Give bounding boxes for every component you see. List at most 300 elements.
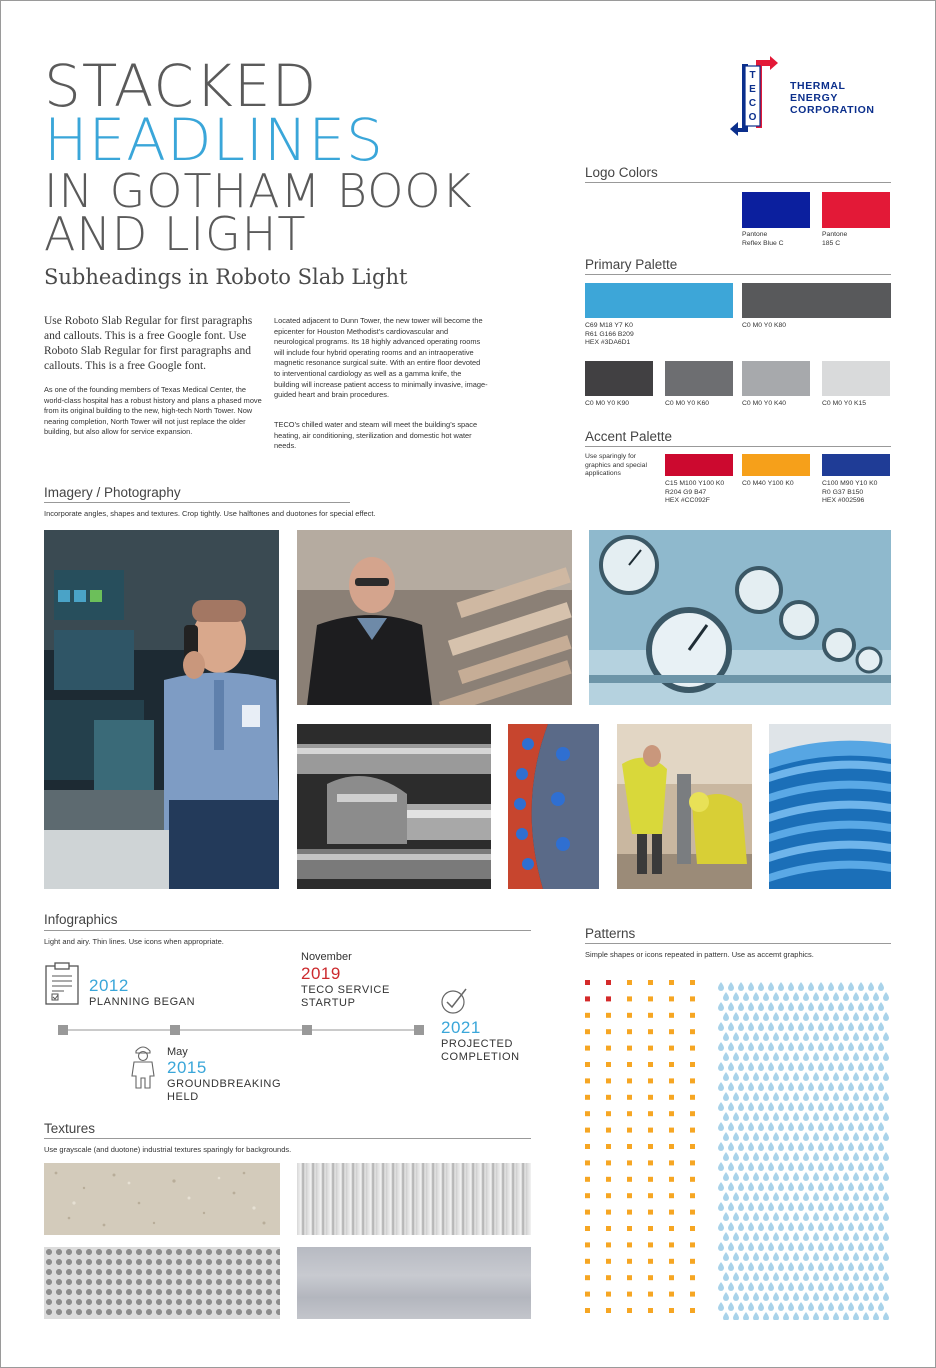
pattern-drop: [783, 1052, 789, 1061]
pattern-drop: [773, 1032, 779, 1041]
pattern-drop: [788, 1002, 794, 1011]
pattern-drop: [863, 1292, 869, 1301]
pattern-drop: [843, 1092, 849, 1101]
pattern-square: [690, 1013, 695, 1018]
pattern-drop: [868, 1242, 874, 1251]
pattern-drop: [773, 1232, 779, 1241]
pattern-drop: [768, 1302, 774, 1311]
pattern-drop: [793, 1092, 799, 1101]
pattern-drop: [823, 1072, 829, 1081]
pattern-drop: [743, 1132, 749, 1141]
pattern-square: [669, 1128, 674, 1133]
pattern-drop: [838, 1002, 844, 1011]
swatch-label: R204 G9 B47: [665, 488, 707, 496]
pattern-drop: [768, 1282, 774, 1291]
teco-logo: [728, 56, 898, 138]
pattern-drop: [883, 1252, 889, 1261]
pattern-drop: [743, 1192, 749, 1201]
pattern-drop: [723, 992, 729, 1001]
pattern-drop: [863, 1152, 869, 1161]
pattern-drop: [868, 1302, 874, 1311]
pattern-drop: [773, 1092, 779, 1101]
pattern-drop: [778, 1102, 784, 1111]
pattern-drop: [863, 1032, 869, 1041]
pattern-square: [690, 1078, 695, 1083]
pattern-drop: [828, 1222, 834, 1231]
pattern-square: [585, 1308, 590, 1313]
milestone-2015-month: May: [167, 1046, 188, 1058]
swatch-label: C0 M0 Y0 K60: [665, 400, 710, 407]
photo-flange-bolts: [508, 724, 599, 889]
pattern-drop: [798, 1282, 804, 1291]
pattern-square: [669, 1292, 674, 1297]
pattern-drop: [848, 1242, 854, 1251]
pattern-drop: [803, 1252, 809, 1261]
pattern-square: [669, 1095, 674, 1100]
pattern-drop: [873, 1192, 879, 1201]
pattern-drop: [828, 1022, 834, 1031]
pattern-drop: [798, 1122, 804, 1131]
milestone-2021-year: 2021: [441, 1018, 481, 1037]
pattern-drop: [868, 1262, 874, 1271]
pattern-drop: [758, 1242, 764, 1251]
pattern-square: [627, 1308, 632, 1313]
pattern-square: [648, 1111, 653, 1116]
pattern-square: [606, 1177, 611, 1182]
swatch-label: HEX #002596: [822, 497, 865, 505]
pattern-drop: [838, 1182, 844, 1191]
pattern-drop: [833, 992, 839, 1001]
pattern-drop: [768, 1062, 774, 1071]
pattern-drop: [868, 982, 874, 991]
imagery-title: Imagery / Photography: [44, 485, 181, 500]
pattern-drop: [743, 1172, 749, 1181]
pattern-drop: [728, 982, 734, 991]
accent-note: Use sparingly for graphics and special applications: [585, 453, 647, 478]
pattern-drop: [808, 1122, 814, 1131]
pattern-square: [690, 1160, 695, 1165]
pattern-drop: [838, 1222, 844, 1231]
pattern-drop: [883, 1192, 889, 1201]
pattern-drop: [743, 992, 749, 1001]
pattern-drop: [873, 1152, 879, 1161]
body-paragraph-3: TECO’s chilled water and steam will meet the building’s space heating, air conditioning, sterilization and domestic hot water needs.: [274, 420, 478, 451]
pattern-drop: [763, 1252, 769, 1261]
pattern-drop: [748, 982, 754, 991]
pattern-drop: [883, 1152, 889, 1161]
pattern-drop: [818, 1162, 824, 1171]
pattern-drop: [818, 982, 824, 991]
patterns-title: Patterns: [585, 926, 636, 941]
pattern-drop: [843, 1252, 849, 1261]
pattern-drop: [753, 1072, 759, 1081]
pattern-square: [585, 1128, 590, 1133]
pattern-drop: [768, 1242, 774, 1251]
pattern-square: [606, 1193, 611, 1198]
pattern-drop: [748, 1002, 754, 1011]
pattern-drop: [813, 1072, 819, 1081]
pattern-drop: [878, 1142, 884, 1151]
pattern-drop: [813, 1312, 819, 1320]
pattern-drop: [863, 1112, 869, 1121]
pattern-drop: [823, 1092, 829, 1101]
pattern-square: [669, 1013, 674, 1018]
pattern-square: [585, 1177, 590, 1182]
pattern-drop: [853, 1112, 859, 1121]
pattern-drop: [838, 1042, 844, 1051]
pattern-drop: [733, 1272, 739, 1281]
pattern-drop: [723, 1292, 729, 1301]
texture-perforated-metal: [44, 1247, 280, 1319]
pattern-drop: [873, 1012, 879, 1021]
pattern-drop: [833, 1172, 839, 1181]
swatch-label: C15 M100 Y100 K0: [665, 480, 725, 487]
pattern-drop: [828, 982, 834, 991]
pattern-drop: [868, 1102, 874, 1111]
milestone-2012-year: 2012: [89, 976, 129, 995]
pattern-drop: [828, 1062, 834, 1071]
pattern-drop: [838, 1122, 844, 1131]
pattern-drop: [843, 1112, 849, 1121]
pattern-drop: [803, 1052, 809, 1061]
pattern-drop: [863, 1212, 869, 1221]
pattern-drop: [848, 1022, 854, 1031]
pattern-drop: [778, 1302, 784, 1311]
pattern-drop: [813, 1252, 819, 1261]
pattern-drop: [733, 1092, 739, 1101]
pattern-drop: [758, 1222, 764, 1231]
pattern-drop: [848, 1162, 854, 1171]
pattern-drop: [718, 1202, 724, 1211]
headline-line-4: AND LIGHT: [44, 207, 307, 261]
pattern-drop: [723, 1032, 729, 1041]
pattern-drop: [833, 1132, 839, 1141]
pattern-drop: [863, 1132, 869, 1141]
pattern-drop: [783, 1152, 789, 1161]
pattern-drop: [818, 1102, 824, 1111]
pattern-square: [690, 1144, 695, 1149]
pattern-drop: [738, 1062, 744, 1071]
pattern-drop: [823, 1152, 829, 1161]
pattern-drop: [843, 1052, 849, 1061]
pattern-drop: [748, 1102, 754, 1111]
pattern-drop: [868, 1042, 874, 1051]
pattern-drop: [748, 1142, 754, 1151]
pattern-drop: [868, 1082, 874, 1091]
pattern-drop: [878, 1022, 884, 1031]
pattern-drop: [723, 1272, 729, 1281]
pattern-drop: [858, 1282, 864, 1291]
pattern-drop: [768, 1262, 774, 1271]
pattern-drop: [853, 1292, 859, 1301]
photo-workers-in-safety-gear: [617, 724, 752, 889]
pattern-drop: [793, 992, 799, 1001]
pattern-drop: [808, 982, 814, 991]
pattern-drop: [838, 1162, 844, 1171]
pattern-drop: [853, 1192, 859, 1201]
pattern-drop: [823, 1272, 829, 1281]
pattern-drop: [858, 982, 864, 991]
pattern-square: [690, 1193, 695, 1198]
pattern-drop: [783, 1312, 789, 1320]
pattern-square: [585, 1029, 590, 1034]
pattern-drop: [788, 1162, 794, 1171]
pattern-square: [627, 1078, 632, 1083]
pattern-drop: [813, 1172, 819, 1181]
pattern-drop: [753, 1132, 759, 1141]
pattern-drop: [778, 1162, 784, 1171]
pattern-drop: [718, 1142, 724, 1151]
logo-line-1: THERMAL: [790, 80, 846, 92]
pattern-drop: [738, 1222, 744, 1231]
pattern-drop: [828, 1302, 834, 1311]
pattern-drop: [743, 1232, 749, 1241]
swatch-accent-blue: [822, 454, 890, 476]
pattern-drop: [773, 1152, 779, 1161]
pattern-drop: [863, 1012, 869, 1021]
pattern-drop: [748, 1122, 754, 1131]
pattern-drop: [738, 1102, 744, 1111]
pattern-square: [627, 1062, 632, 1067]
pattern-drop: [853, 992, 859, 1001]
pattern-drop: [788, 1222, 794, 1231]
pattern-drop: [803, 1032, 809, 1041]
pattern-square: [669, 1308, 674, 1313]
pattern-drop: [833, 1152, 839, 1161]
pattern-drop: [808, 1042, 814, 1051]
swatch-label: C0 M0 Y0 K90: [585, 400, 630, 407]
pattern-drop: [848, 1222, 854, 1231]
pattern-drop: [763, 992, 769, 1001]
pattern-drop: [843, 1272, 849, 1281]
pattern-square: [648, 1160, 653, 1165]
pattern-drop: [758, 1102, 764, 1111]
pattern-drop: [808, 1102, 814, 1111]
pattern-drop: [843, 1172, 849, 1181]
pattern-drop: [803, 1012, 809, 1021]
pattern-drop: [783, 1232, 789, 1241]
pattern-drop: [718, 1082, 724, 1091]
pattern-drop: [763, 1052, 769, 1061]
pattern-drop: [723, 1252, 729, 1261]
pattern-drop: [793, 1312, 799, 1320]
pattern-drop: [848, 982, 854, 991]
pattern-drop: [788, 1062, 794, 1071]
pattern-drop: [853, 1212, 859, 1221]
pattern-drop: [858, 1022, 864, 1031]
pattern-drop: [758, 1062, 764, 1071]
svg-text:O: O: [748, 112, 757, 123]
pattern-drop: [823, 1192, 829, 1201]
pattern-drop: [833, 1052, 839, 1061]
pattern-drop: [813, 1012, 819, 1021]
pattern-drop: [853, 1072, 859, 1081]
pattern-drop: [793, 1252, 799, 1261]
pattern-drop: [883, 1092, 889, 1101]
pattern-drop: [828, 1082, 834, 1091]
pattern-drop: [828, 1142, 834, 1151]
pattern-square: [648, 1177, 653, 1182]
pattern-square: [627, 980, 632, 985]
pattern-square: [585, 1144, 590, 1149]
pattern-square: [585, 1160, 590, 1165]
pattern-drop: [758, 1182, 764, 1191]
pattern-drop: [753, 1052, 759, 1061]
pattern-square: [606, 1226, 611, 1231]
pattern-square: [627, 996, 632, 1001]
pattern-drop: [818, 1222, 824, 1231]
pattern-drop: [833, 1012, 839, 1021]
pattern-drop: [783, 1212, 789, 1221]
pattern-drop: [793, 1272, 799, 1281]
swatch-label: C0 M0 Y0 K40: [742, 400, 787, 407]
pattern-drop: [773, 1292, 779, 1301]
pattern-drop: [868, 1162, 874, 1171]
pattern-drop: [843, 1212, 849, 1221]
pattern-drop: [743, 1292, 749, 1301]
pattern-drop: [768, 1102, 774, 1111]
pattern-drop: [788, 982, 794, 991]
patterns-desc: Simple shapes or icons repeated in pattern. Use as accemt graphics.: [585, 950, 814, 959]
pattern-drop: [748, 1262, 754, 1271]
swatch-gray-60: [665, 361, 733, 396]
pattern-square: [606, 1160, 611, 1165]
pattern-drop: [718, 1062, 724, 1071]
pattern-drop: [718, 1282, 724, 1291]
pattern-drop: [843, 1192, 849, 1201]
pattern-drop: [753, 1212, 759, 1221]
pattern-drop: [768, 1162, 774, 1171]
pattern-drop: [778, 1062, 784, 1071]
pattern-square: [627, 1029, 632, 1034]
pattern-drop: [828, 1282, 834, 1291]
pattern-drop: [763, 1292, 769, 1301]
pattern-drop: [733, 1112, 739, 1121]
pattern-drop: [788, 1022, 794, 1031]
pattern-drop: [723, 1092, 729, 1101]
pattern-drop: [878, 1182, 884, 1191]
pattern-drop: [793, 1152, 799, 1161]
pattern-drop: [828, 1102, 834, 1111]
pattern-drop: [733, 1152, 739, 1161]
pattern-drop: [878, 1062, 884, 1071]
pattern-drop: [858, 1222, 864, 1231]
pattern-drop: [723, 1132, 729, 1141]
milestone-2015-label: HELD: [167, 1091, 199, 1103]
pattern-square: [690, 1128, 695, 1133]
pattern-drop: [778, 1142, 784, 1151]
pattern-square: [648, 1226, 653, 1231]
pattern-drop: [818, 1242, 824, 1251]
pattern-drop: [808, 1302, 814, 1311]
pattern-drop: [808, 1142, 814, 1151]
pattern-square: [648, 1210, 653, 1215]
pattern-drop: [878, 1082, 884, 1091]
pattern-square: [585, 1111, 590, 1116]
pattern-square: [669, 1193, 674, 1198]
pattern-drop: [873, 1052, 879, 1061]
clipboard-icon: [44, 962, 80, 1006]
pattern-drop: [773, 992, 779, 1001]
pattern-drop: [838, 1202, 844, 1211]
pattern-drop: [838, 1262, 844, 1271]
pattern-drop: [788, 1202, 794, 1211]
logo-line-3: CORPORATION: [790, 104, 875, 116]
pattern-drop: [808, 1022, 814, 1031]
photo-pressure-gauges: [589, 530, 891, 705]
pattern-drop: [753, 1032, 759, 1041]
pattern-drop: [788, 1302, 794, 1311]
square-dot-pattern: [585, 980, 700, 1320]
pattern-square: [690, 1308, 695, 1313]
pattern-drop: [793, 1192, 799, 1201]
pattern-drop: [783, 1012, 789, 1021]
pattern-drop: [743, 1212, 749, 1221]
pattern-drop: [868, 1222, 874, 1231]
pattern-drop: [733, 1252, 739, 1261]
pattern-drop: [808, 1242, 814, 1251]
pattern-drop: [858, 1042, 864, 1051]
pattern-drop: [798, 1262, 804, 1271]
pattern-square: [606, 1013, 611, 1018]
pattern-drop: [783, 1272, 789, 1281]
pattern-drop: [868, 1282, 874, 1291]
pattern-drop: [773, 1052, 779, 1061]
pattern-drop: [743, 1312, 749, 1320]
pattern-drop: [768, 1022, 774, 1031]
pattern-drop: [848, 1282, 854, 1291]
pattern-drop: [738, 1202, 744, 1211]
swatch-label: R61 G166 B209: [585, 330, 634, 338]
pattern-drop: [778, 1282, 784, 1291]
swatch-accent-red: [665, 454, 733, 476]
pattern-drop: [813, 1192, 819, 1201]
pattern-drop: [808, 1222, 814, 1231]
pattern-drop: [863, 1312, 869, 1320]
pattern-drop: [878, 1162, 884, 1171]
pattern-drop: [718, 982, 724, 991]
pattern-drop: [798, 1022, 804, 1031]
checkmark-circle-icon: [440, 987, 468, 1015]
pattern-square: [690, 1111, 695, 1116]
pattern-square: [606, 1111, 611, 1116]
pattern-square: [690, 1242, 695, 1247]
pattern-drop: [733, 1072, 739, 1081]
pattern-square: [648, 1308, 653, 1313]
pattern-drop: [788, 1122, 794, 1131]
pattern-drop: [818, 1002, 824, 1011]
pattern-drop: [873, 1312, 879, 1320]
pattern-square: [585, 996, 590, 1001]
pattern-drop: [838, 1102, 844, 1111]
pattern-square: [627, 1095, 632, 1100]
pattern-drop: [758, 1122, 764, 1131]
pattern-drop: [738, 1182, 744, 1191]
pattern-drop: [733, 1232, 739, 1241]
pattern-drop: [733, 1172, 739, 1181]
pattern-square: [585, 1210, 590, 1215]
pattern-drop: [783, 1292, 789, 1301]
pattern-drop: [858, 1142, 864, 1151]
pattern-drop: [763, 1092, 769, 1101]
pattern-drop: [773, 1132, 779, 1141]
headline-line-2: HEADLINES: [44, 106, 384, 174]
pattern-square: [669, 1259, 674, 1264]
pattern-drop: [808, 1162, 814, 1171]
milestone-2019-year: 2019: [301, 964, 341, 983]
pattern-drop: [808, 1182, 814, 1191]
swatch-primary-blue: [585, 283, 733, 318]
